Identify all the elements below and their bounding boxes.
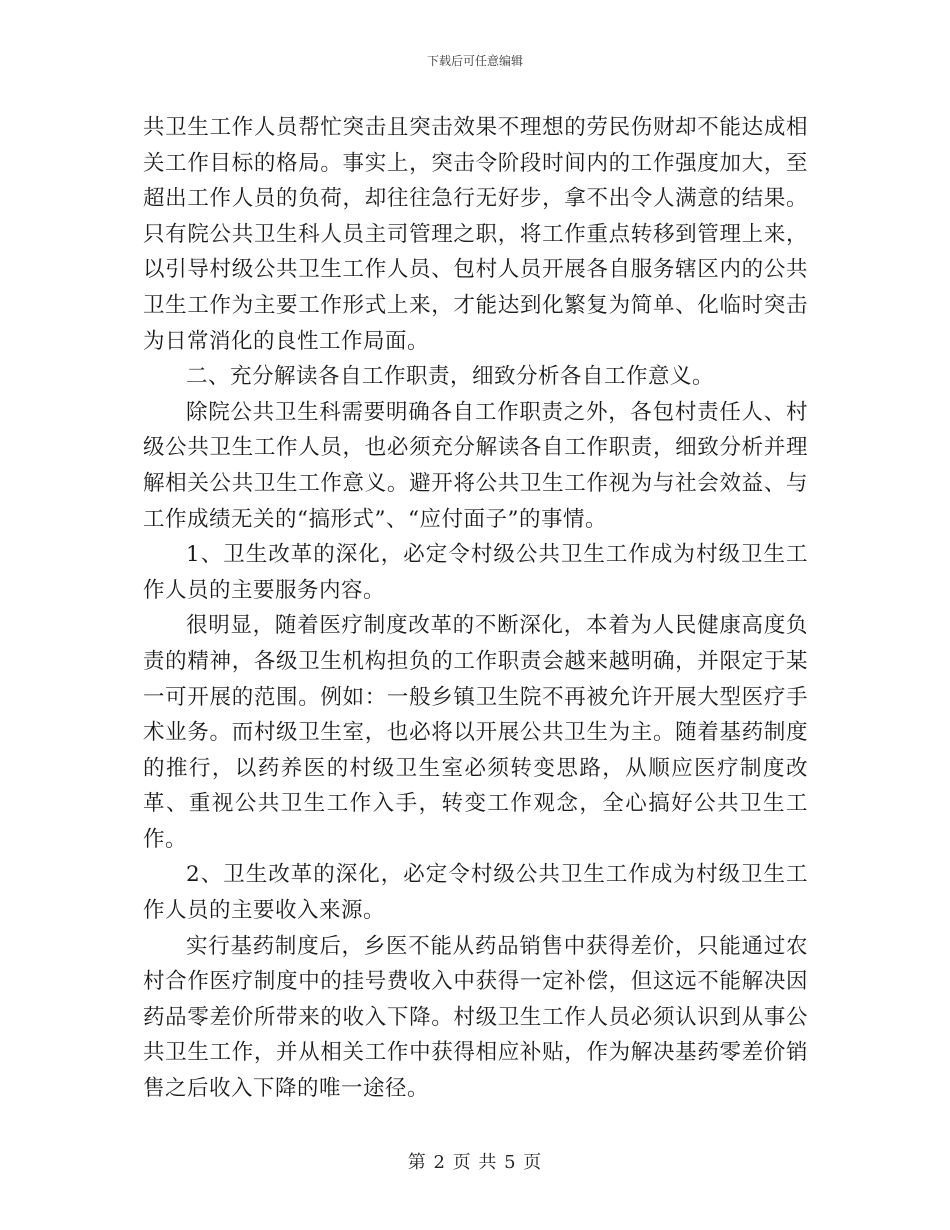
document-body: [143, 110, 808, 1107]
subheading-one: 1、卫生改革的深化，必定令村级公共卫生工作成为村级卫生工作人员的主要服务内容。: [143, 542, 808, 603]
paragraph-duties: 除院公共卫生科需要明确各自工作职责之外，各包村责任人、村级公共卫生工作人员，也必须充分解读各自工作职责，细致分析并理解相关公共卫生工作意义。避开将公共卫生工作视为与社会效益、与工作成绩无关的“搞形式”、“应付面子”的事情。: [143, 399, 808, 532]
page-footer: 第 2 页 共 5 页: [407, 1152, 543, 1173]
section-heading-two: 二、充分解读各自工作职责，细致分析各自工作意义。: [186, 364, 715, 390]
subheading-two: 2、卫生改革的深化，必定令村级公共卫生工作成为村级卫生工作人员的主要收入来源。: [143, 862, 808, 924]
page-header: 下载后可任意编辑: [426, 54, 523, 68]
paragraph-continuation: 共卫生工作人员帮忙突击且突击效果不理想的劳民伤财却不能达成相关工作目标的格局。事实上，突击令阶段时间内的工作强度加大，至超出工作人员的负荷，却往往急行无好步，拿不出令人满意的结果。只有院公共卫生科人员主司管理之职，将工作重点转移到管理上来，以引导村级公共卫生工作人员、包村人员开展各自服务辖区内的公共卫生工作为主要工作形式上来，才能达到化繁复为简单、化临时突击为日常消化的良性工作局面。: [143, 115, 808, 354]
paragraph-reform: 很明显，随着医疗制度改革的不断深化，本着为人民健康高度负责的精神，各级卫生机构担负的工作职责会越来越明确，并限定于某一可开展的范围。例如：一般乡镇卫生院不再被允许开展大型医疗手术业务。而村级卫生室，也必将以开展公共卫生为主。随着基药制度的推行，以药养医的村级卫生室必须转变思路，从顺应医疗制度改革、重视公共卫生工作入手，转变工作观念，全心搞好公共卫生工作。: [143, 613, 808, 852]
paragraph-income: 实行基药制度后，乡医不能从药品销售中获得差价，只能通过农村合作医疗制度中的挂号费收入中获得一定补偿，但这远不能解决因药品零差价所带来的收入下降。村级卫生工作人员必须认识到从事公共卫生工作，并从相关工作中获得相应补贴，作为解决基药零差价销售之后收入下降的唯一途径。: [143, 933, 808, 1102]
